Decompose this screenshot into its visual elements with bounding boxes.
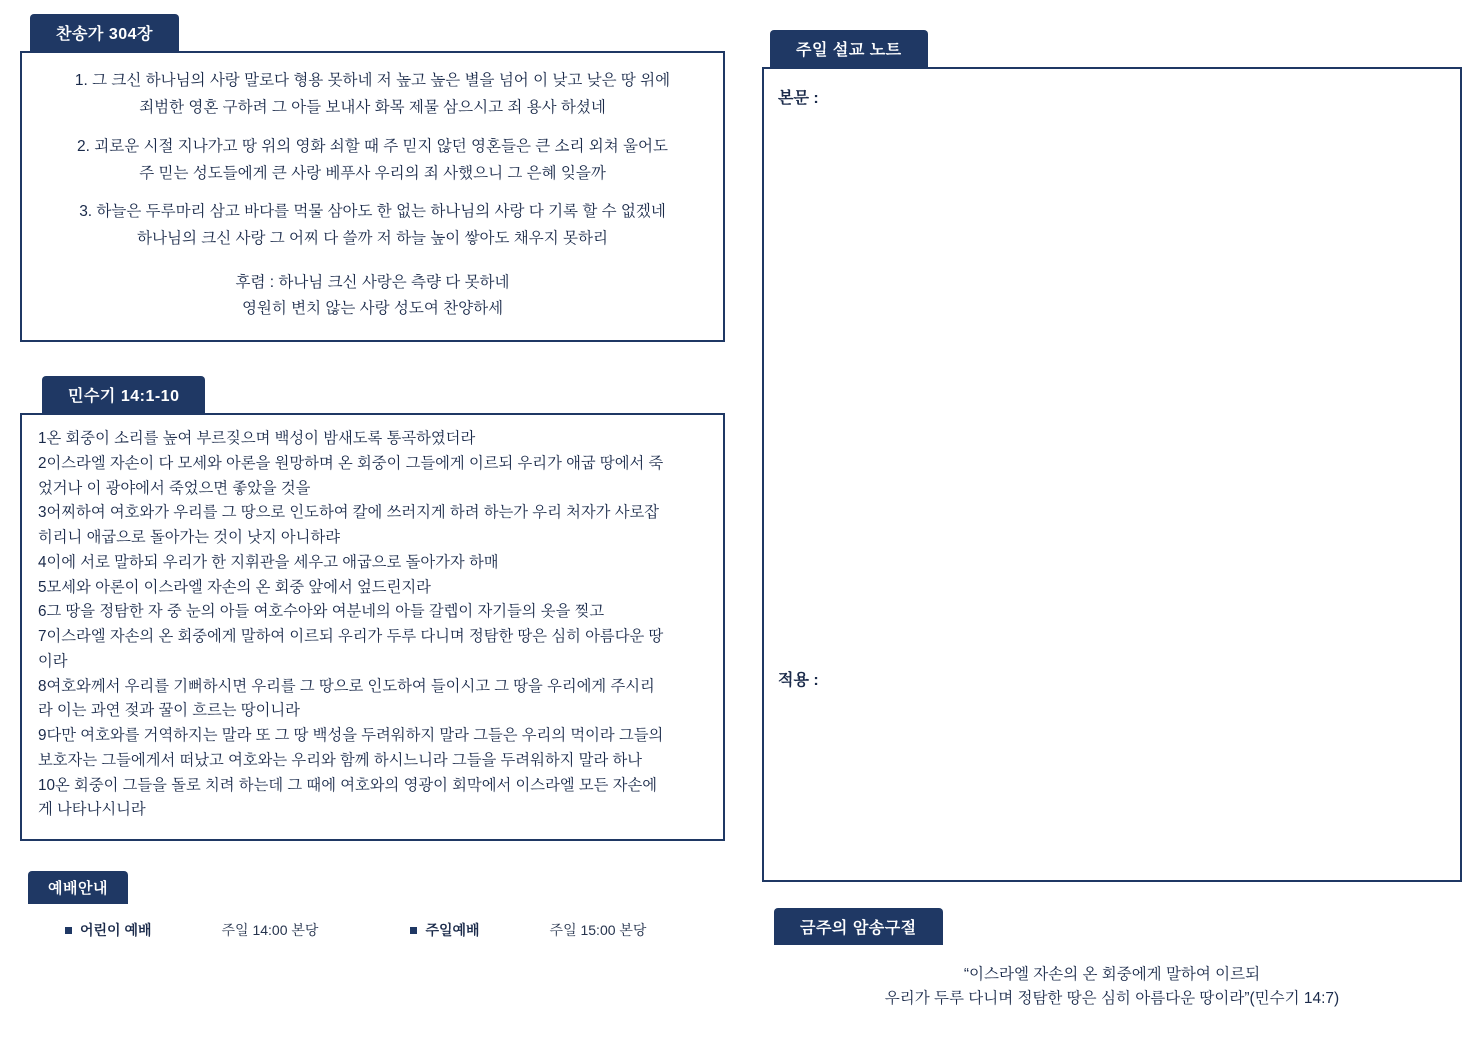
scripture-line: 7이스라엘 자손의 온 회중에게 말하여 이르되 우리가 두루 다니며 정탐한 땅은 심히 아름다운 땅 <box>38 628 664 646</box>
scripture-line: 8여호와께서 우리를 기뻐하시면 우리를 그 땅으로 인도하여 들이시고 그 땅을 우리에게 주시리 <box>38 677 655 695</box>
worship-item-time: 주일 15:00 본당 <box>549 922 647 939</box>
hymn-verse-line: 죄범한 영혼 구하려 그 아들 보내사 화목 제물 삼으시고 죄 용사 하셨네 <box>139 99 606 117</box>
memory-verse-section <box>762 908 1462 1011</box>
sermon-note-panel[interactable] <box>762 67 1462 882</box>
hymn-refrain-line: 영원히 변치 않는 사랑 성도여 찬양하세 <box>241 299 504 317</box>
scripture-line: 10온 회중이 그들을 돌로 치려 하는데 그 때에 여호와의 영광이 회막에서 이스라엘 모든 자손에 <box>38 776 658 794</box>
sermon-note-text-label: 본문 : <box>778 90 819 107</box>
bullet-icon <box>410 927 417 934</box>
hymn-verse-line: 1. 그 크신 하나님의 사랑 말로다 형용 못하네 저 높고 높은 별을 넘어 이 낮고 낮은 땅 위에 <box>74 72 671 89</box>
hymn-section <box>20 14 725 342</box>
sermon-note-tab-container <box>770 30 1462 67</box>
scripture-line: 보호자는 그들에게서 떠났고 여호와는 우리와 함께 하시느니라 그들을 두려워하지 말라 하나 <box>38 751 643 769</box>
scripture-line: 게 나타나시니라 <box>38 801 146 819</box>
worship-tab-container <box>28 871 725 904</box>
hymn-verse-line: 하나님의 크신 사랑 그 어찌 다 쓸까 저 하늘 높이 쌓아도 채우지 못하리 <box>137 230 608 248</box>
sermon-note-tab-label: 주일 설교 노트 <box>770 30 928 67</box>
worship-item-name: 주일예배 <box>425 922 480 939</box>
scripture-line: 9다만 여호와를 거역하지는 말라 또 그 땅 백성을 두려워하지 말라 그들은 우리의 먹이라 그들의 <box>38 727 664 745</box>
hymn-verse <box>40 69 705 120</box>
sermon-note-application-label: 적용 : <box>778 672 819 689</box>
scripture-line: 2이스라엘 자손이 다 모세와 아론을 원망하며 온 회중이 그들에게 이르되 우리가 애굽 땅에서 죽 <box>38 454 664 472</box>
hymn-verse <box>40 200 705 251</box>
scripture-line: 라 이는 과연 젖과 꿀이 흐르는 땅이니라 <box>38 702 300 720</box>
worship-info-row <box>20 904 725 940</box>
memory-verse-tab-container <box>774 908 1462 945</box>
worship-item-name: 어린이 예배 <box>80 922 152 939</box>
scripture-panel <box>20 413 725 841</box>
left-column <box>20 14 725 940</box>
memory-verse-line: 우리가 두루 다니며 정탐한 땅은 심히 아름다운 땅이라”(민수기 14:7) <box>884 990 1340 1008</box>
right-column <box>762 30 1462 1011</box>
worship-item <box>65 920 318 940</box>
worship-item-time: 주일 14:00 본당 <box>221 922 319 939</box>
hymn-tab-container <box>30 14 725 51</box>
hymn-verse <box>40 135 705 186</box>
scripture-line: 이라 <box>38 652 68 670</box>
hymn-panel <box>20 51 725 342</box>
scripture-tab-container <box>42 376 725 413</box>
scripture-tab-label: 민수기 14:1-10 <box>42 376 205 413</box>
hymn-refrain <box>40 271 705 321</box>
memory-verse-text <box>762 945 1462 1011</box>
hymn-tab-label: 찬송가 304장 <box>30 14 179 51</box>
scripture-line: 5모세와 아론이 이스라엘 자손의 온 회중 앞에서 엎드린지라 <box>38 578 431 596</box>
hymn-verse-line: 2. 괴로운 시절 지나가고 땅 위의 영화 쇠할 때 주 믿지 않던 영혼들은 큰 소리 외쳐 울어도 <box>77 137 668 155</box>
memory-verse-tab-label: 금주의 암송구절 <box>774 908 943 945</box>
worship-info-section <box>20 871 725 940</box>
scripture-section <box>20 376 725 841</box>
hymn-verse-line: 주 믿는 성도들에게 큰 사랑 베푸사 우리의 죄 사했으니 그 은혜 잊을까 <box>139 164 606 182</box>
worship-item <box>410 920 646 940</box>
scripture-line: 었거나 이 광야에서 죽었으면 좋았을 것을 <box>38 479 311 497</box>
scripture-line: 3어찌하여 여호와가 우리를 그 땅으로 인도하여 칼에 쓰러지게 하려 하는가 우리 처자가 사로잡 <box>38 504 660 522</box>
bullet-icon <box>65 927 72 934</box>
worship-tab-label: 예배안내 <box>28 871 128 904</box>
hymn-verse-line: 3. 하늘은 두루마리 삼고 바다를 먹물 삼아도 한 없는 하나님의 사랑 다 기록 할 수 없겠네 <box>79 203 666 220</box>
sermon-note-section <box>762 30 1462 882</box>
scripture-line: 6그 땅을 정탐한 자 중 눈의 아들 여호수아와 여분네의 아들 갈렙이 자기들의 옷을 찢고 <box>38 603 605 621</box>
scripture-line: 히리니 애굽으로 돌아가는 것이 낫지 아니하랴 <box>38 529 341 547</box>
hymn-refrain-line: 후렴 : 하나님 크신 사랑은 측량 다 못하네 <box>235 273 510 291</box>
scripture-line: 4이에 서로 말하되 우리가 한 지휘관을 세우고 애굽으로 돌아가자 하매 <box>38 553 499 571</box>
scripture-line: 1온 회중이 소리를 높여 부르짖으며 백성이 밤새도록 통곡하였더라 <box>38 430 476 447</box>
memory-verse-line: “이스라엘 자손의 온 회중에게 말하여 이르되 <box>963 966 1261 983</box>
